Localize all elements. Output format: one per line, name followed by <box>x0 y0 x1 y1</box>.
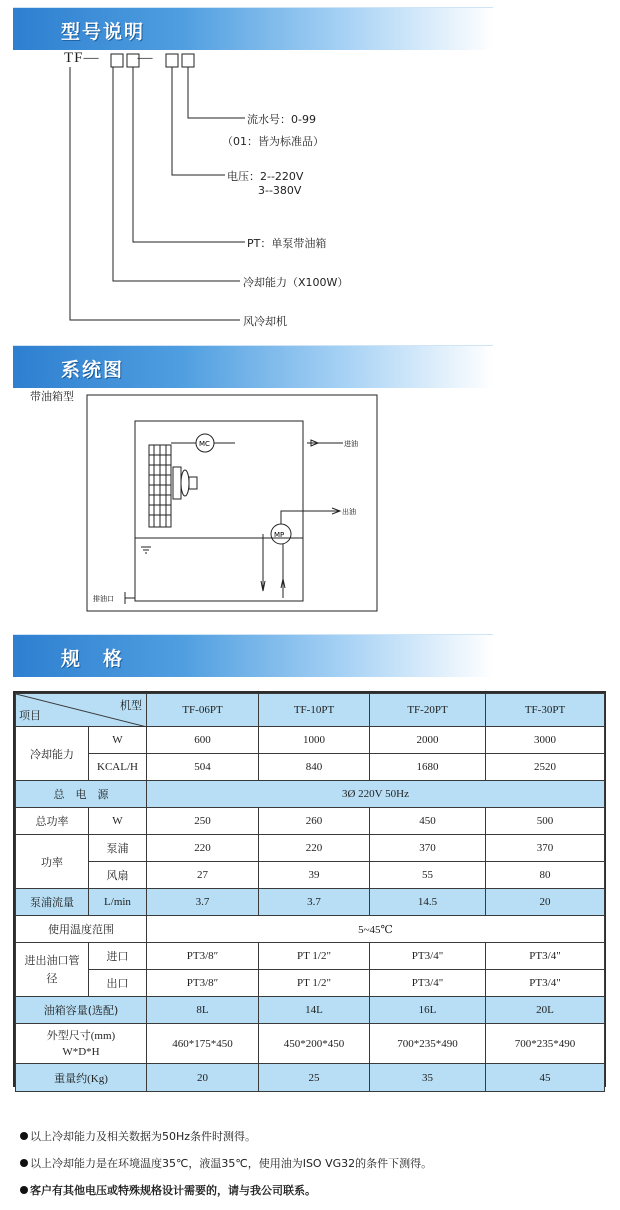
inlet-label: 进口 <box>89 943 147 970</box>
outlet-label: 出口 <box>89 970 147 997</box>
value-cell: 39 <box>259 862 370 889</box>
model-code-diagram <box>0 45 620 335</box>
value-cell: 14L <box>259 997 370 1024</box>
value-cell: PT3/4" <box>486 970 605 997</box>
value-cell: 370 <box>370 835 486 862</box>
value-cell: PT3/4" <box>370 943 486 970</box>
table-row <box>16 1064 605 1092</box>
value-cell: 840 <box>259 754 370 781</box>
mc-label: MC <box>199 440 210 448</box>
unit-cell: W <box>89 727 147 754</box>
section-banner-model <box>13 7 493 50</box>
value-cell: 45 <box>486 1064 605 1092</box>
pipe-label: 进出油口管径 <box>16 943 89 997</box>
oil-in-label: 进油 <box>344 440 358 448</box>
table-row <box>16 916 605 943</box>
value-cell: 14.5 <box>370 889 486 916</box>
value-cell: 500 <box>486 808 605 835</box>
value-cell: PT3/4" <box>370 970 486 997</box>
value-cell: 700*235*490 <box>486 1024 605 1064</box>
corner-item-label: 项目 <box>19 709 41 722</box>
note-text: 以上冷却能力是在环境温度35℃，液温35℃，使用油为ISO VG32的条件下测得。 <box>30 1157 433 1170</box>
temp-value: 5~45℃ <box>147 916 605 943</box>
dim-label-line-1: 外型尺寸(mm) <box>46 1029 116 1042</box>
table-row <box>16 970 605 997</box>
corner-model-label: 机型 <box>120 699 142 712</box>
bullet-icon <box>20 1159 28 1167</box>
value-cell: 3.7 <box>259 889 370 916</box>
pt-label: PT：单泵带油箱 <box>247 237 327 250</box>
mp-label: MP <box>274 531 285 539</box>
bullet-icon <box>20 1132 28 1140</box>
dim-label <box>16 1024 147 1064</box>
value-cell: 220 <box>147 835 259 862</box>
value-cell: 20 <box>486 889 605 916</box>
value-cell: 16L <box>370 997 486 1024</box>
value-cell: 20L <box>486 997 605 1024</box>
value-cell: PT 1/2" <box>259 970 370 997</box>
value-cell: 700*235*490 <box>370 1024 486 1064</box>
voltage-label-1: 电压：2--220V <box>227 170 304 183</box>
weight-label: 重量约(Kg) <box>16 1064 147 1092</box>
table-row <box>16 862 605 889</box>
value-cell: 2520 <box>486 754 605 781</box>
spec-header-row <box>16 694 605 727</box>
table-row <box>16 1024 605 1064</box>
cooling-label: 冷却能力 <box>16 727 89 781</box>
table-row <box>16 781 605 808</box>
model-header: TF-20PT <box>370 694 486 727</box>
dim-label-line-2: W*D*H <box>62 1045 100 1058</box>
value-cell: 600 <box>147 727 259 754</box>
note-text: 以上冷却能力及相关数据为50Hz条件时测得。 <box>30 1130 257 1143</box>
value-cell: PT3/4" <box>486 943 605 970</box>
section-banner-system <box>13 345 493 388</box>
value-cell: 3.7 <box>147 889 259 916</box>
note-item <box>20 1182 316 1198</box>
unit-cell: L/min <box>89 889 147 916</box>
temp-label: 使用温度范围 <box>16 916 147 943</box>
model-code-text <box>64 50 154 67</box>
table-row <box>16 727 605 754</box>
value-cell: 260 <box>259 808 370 835</box>
note-item <box>20 1128 256 1144</box>
value-cell: 2000 <box>370 727 486 754</box>
unit-cell: KCAL/H <box>89 754 147 781</box>
value-cell: 3000 <box>486 727 605 754</box>
capacity-label: 冷却能力（X100W） <box>243 276 349 289</box>
section-title-model: 型号说明 <box>61 21 146 43</box>
value-cell: 450*200*450 <box>259 1024 370 1064</box>
table-row <box>16 997 605 1024</box>
value-cell: 1680 <box>370 754 486 781</box>
system-diagram-svg <box>85 393 380 613</box>
note-text: 客户有其他电压或特殊规格设计需要的，请与我公司联系。 <box>30 1184 316 1197</box>
drain-label: 排油口 <box>93 595 114 603</box>
table-row <box>16 754 605 781</box>
value-cell: 35 <box>370 1064 486 1092</box>
value-cell: PT3/8″ <box>147 970 259 997</box>
value-cell: 25 <box>259 1064 370 1092</box>
total-power-label: 总功率 <box>16 808 89 835</box>
tank-label: 油箱容量(选配) <box>16 997 147 1024</box>
spec-table-frame <box>13 691 606 1087</box>
table-row <box>16 835 605 862</box>
value-cell: 27 <box>147 862 259 889</box>
value-cell: 220 <box>259 835 370 862</box>
model-code-lines <box>0 45 620 335</box>
bullet-icon <box>20 1186 28 1194</box>
spec-table <box>15 693 605 1092</box>
table-row <box>16 943 605 970</box>
model-code-dash: — <box>137 50 154 66</box>
oil-out-label: 出油 <box>342 508 356 516</box>
value-cell: 8L <box>147 997 259 1024</box>
spec-corner-cell <box>16 694 147 727</box>
model-header: TF-10PT <box>259 694 370 727</box>
section-title-spec: 规 格 <box>61 648 125 670</box>
pump-label: 泵浦 <box>89 835 147 862</box>
value-cell: 370 <box>486 835 605 862</box>
value-cell: 504 <box>147 754 259 781</box>
value-cell: 20 <box>147 1064 259 1092</box>
value-cell: 1000 <box>259 727 370 754</box>
note-item <box>20 1155 432 1171</box>
value-cell: PT3/8″ <box>147 943 259 970</box>
value-cell: 450 <box>370 808 486 835</box>
serial-label: 流水号：0-99 <box>247 113 316 126</box>
voltage-label-2: 3--380V <box>258 184 302 197</box>
fan-label: 风扇 <box>89 862 147 889</box>
unit-cell: W <box>89 808 147 835</box>
model-header: TF-30PT <box>486 694 605 727</box>
value-cell: 250 <box>147 808 259 835</box>
flow-label: 泵浦流量 <box>16 889 89 916</box>
table-row <box>16 889 605 916</box>
section-title-system: 系统图 <box>61 359 125 381</box>
model-header: TF-06PT <box>147 694 259 727</box>
section-banner-spec <box>13 634 493 677</box>
table-row <box>16 808 605 835</box>
power-source-label: 总 电 源 <box>16 781 147 808</box>
power-label: 功率 <box>16 835 89 889</box>
value-cell: PT 1/2" <box>259 943 370 970</box>
power-source-value: 3Ø 220V 50Hz <box>147 781 605 808</box>
model-code-prefix: TF— <box>64 50 100 66</box>
value-cell: 460*175*450 <box>147 1024 259 1064</box>
type-label: 风冷却机 <box>243 315 287 328</box>
system-diagram <box>85 393 380 613</box>
value-cell: 80 <box>486 862 605 889</box>
diagram-caption: 带油箱型 <box>30 390 74 403</box>
value-cell: 55 <box>370 862 486 889</box>
serial-note: （01：皆为标准品） <box>222 135 324 148</box>
